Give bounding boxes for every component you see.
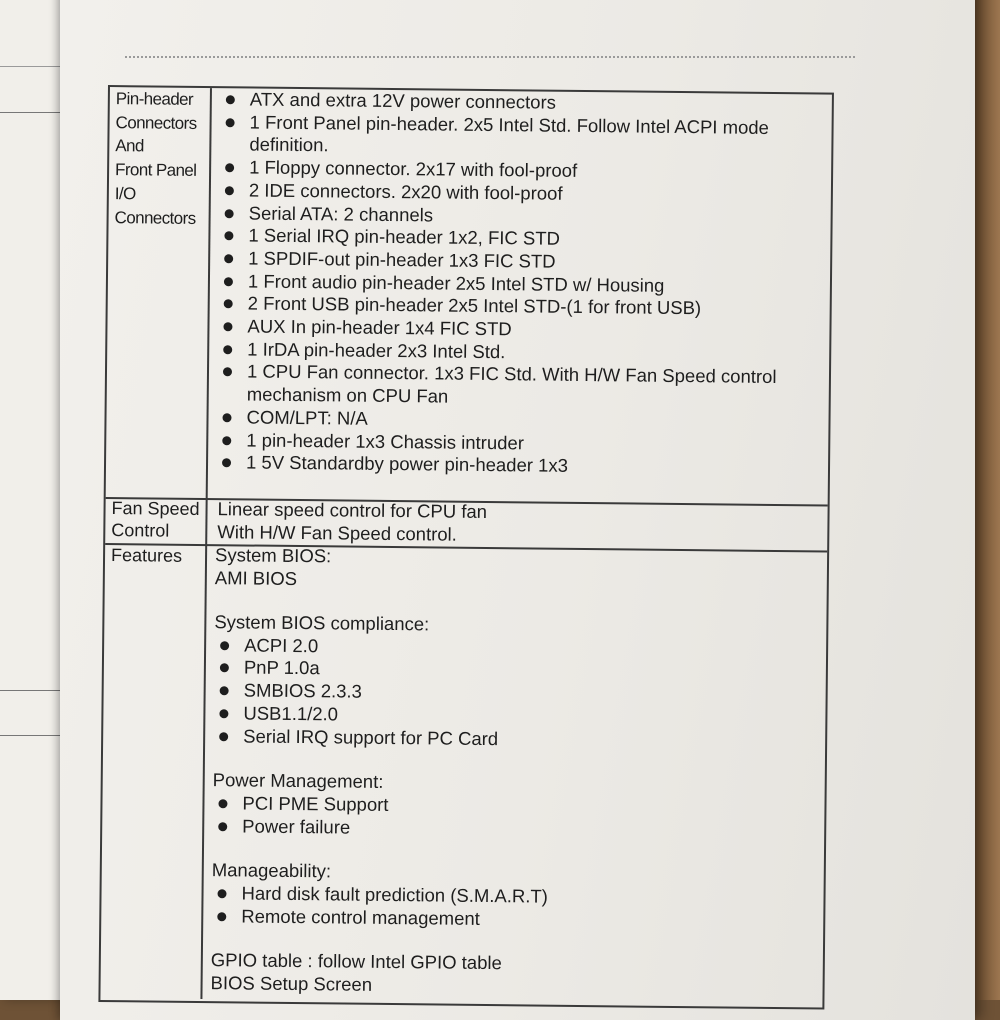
bullet-icon [218, 822, 227, 831]
list-item-text: 1 Serial IRQ pin-header 1x2, FIC STD [248, 224, 561, 249]
list-item-text: Serial IRQ support for PC Card [243, 725, 499, 749]
list-item-text: 1 IrDA pin-header 2x3 Intel Std. [247, 338, 506, 362]
connectors-list-cell [214, 88, 826, 504]
bullet-icon [220, 686, 229, 695]
manageability-heading: Manageability: [211, 859, 332, 882]
row-label-connectors [106, 87, 212, 498]
bullet-icon [226, 118, 235, 127]
list-item-text: Hard disk fault prediction (S.M.A.R.T) [241, 882, 549, 907]
bullet-icon [222, 413, 231, 422]
list-item-text: Serial ATA: 2 channels [248, 201, 434, 225]
list-item-text: PnP 1.0a [243, 656, 320, 679]
gpio-table-line: GPIO table : follow Intel GPIO table [210, 949, 502, 974]
features-cell [210, 544, 821, 1005]
list-item-text: AUX In pin-header 1x4 FIC STD [247, 315, 512, 340]
bullet-icon [224, 277, 233, 286]
list-item-text: Power failure [242, 815, 351, 838]
row-label-line: Connectors [114, 207, 196, 228]
row-label-fan-speed [105, 497, 207, 544]
compliance-list [213, 634, 820, 754]
bullet-icon [222, 458, 231, 467]
bullet-icon [226, 95, 235, 104]
bullet-icon [224, 231, 233, 240]
list-item [215, 361, 823, 413]
list-item-text: 1 CPU Fan connector. 1x3 FIC Std. With H/W Fan Speed control mechanism on CPU Fan [246, 360, 777, 407]
manageability-list [211, 882, 817, 934]
left-page-box-line [0, 735, 60, 736]
bullet-icon [223, 345, 232, 354]
list-item-text: 1 Front audio pin-header 2x5 Intel STD w/ Housing [247, 270, 665, 296]
list-item-text: 1 Floppy connector. 2x17 with fool-proof [249, 156, 578, 182]
row-label-features [100, 543, 207, 999]
list-item [217, 111, 825, 163]
row-label-line: And [115, 136, 144, 156]
connectors-list [214, 88, 826, 480]
row-label-line: Features [110, 545, 183, 566]
bullet-icon [225, 209, 234, 218]
system-bios-heading: System BIOS: [214, 544, 332, 567]
bios-setup-line: BIOS Setup Screen [210, 972, 373, 995]
system-bios-value: AMI BIOS [214, 566, 298, 589]
fan-speed-line: Linear speed control for CPU fan [217, 498, 488, 522]
row-label-line: Front Panel [115, 160, 197, 181]
list-item-text: 1 5V Standardby power pin-header 1x3 [245, 451, 569, 477]
bullet-icon [220, 641, 229, 650]
list-item-text: PCI PME Support [242, 792, 389, 815]
fan-speed-line: With H/W Fan Speed control. [217, 520, 457, 545]
left-page-box-line [0, 690, 60, 691]
compliance-heading: System BIOS compliance: [214, 611, 430, 635]
list-item-text: Remote control management [241, 905, 480, 929]
table-row-features [100, 543, 827, 1006]
bullet-icon [224, 300, 233, 309]
bullet-icon [224, 254, 233, 263]
list-item-text: 2 Front USB pin-header 2x5 Intel STD-(1 for front USB) [247, 292, 702, 319]
row-label-line: Control [111, 520, 170, 541]
bullet-icon [223, 368, 232, 377]
bullet-icon [219, 709, 228, 718]
bullet-icon [225, 163, 234, 172]
list-item-text: 1 Front Panel pin-header. 2x5 Intel Std. Follow Intel ACPI mode definition. [249, 111, 770, 156]
bullet-icon [217, 889, 226, 898]
list-item-text: ACPI 2.0 [244, 634, 319, 657]
specification-table [98, 85, 834, 1010]
table-row-connectors [106, 87, 832, 507]
list-item-text: 2 IDE connectors. 2x20 with fool-proof [248, 179, 563, 204]
bullet-icon [223, 322, 232, 331]
list-item-text: SMBIOS 2.3.3 [243, 679, 363, 702]
list-item-text: 1 SPDIF-out pin-header 1x3 FIC STD [248, 247, 556, 272]
bullet-icon [222, 436, 231, 445]
list-item-text: 1 pin-header 1x3 Chassis intruder [246, 429, 525, 453]
row-label-line: I/O [114, 183, 136, 204]
row-label-line: Pin-header [115, 89, 194, 109]
power-management-heading: Power Management: [212, 769, 384, 793]
row-label-line: Fan Speed [111, 498, 200, 519]
fan-speed-cell [217, 498, 821, 550]
list-item-text: COM/LPT: N/A [246, 406, 368, 429]
bullet-icon [218, 799, 227, 808]
bullet-icon [217, 912, 226, 921]
header-dotted-rule [125, 56, 855, 58]
list-item-text: USB1.1/2.0 [243, 702, 339, 725]
bullet-icon [225, 186, 234, 195]
left-page-box-top [0, 112, 68, 113]
bullet-icon [219, 732, 228, 741]
bullet-icon [220, 664, 229, 673]
power-management-list [212, 792, 818, 844]
row-label-line: Connectors [115, 112, 197, 133]
list-item-text: ATX and extra 12V power connectors [249, 88, 557, 113]
